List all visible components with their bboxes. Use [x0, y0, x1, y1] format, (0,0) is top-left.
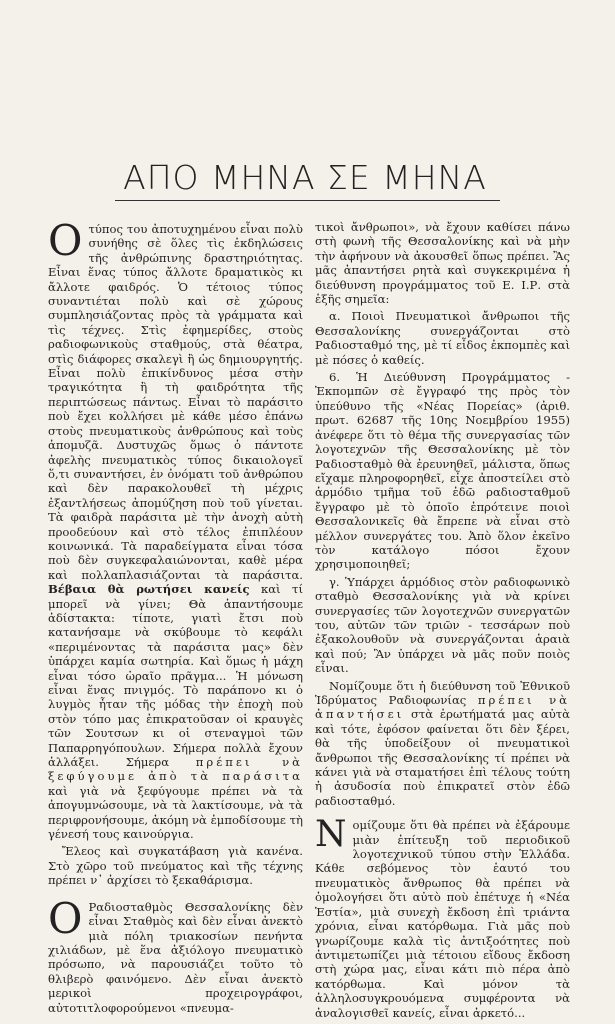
title-rule — [115, 200, 500, 201]
drop-cap: Ο — [48, 893, 83, 943]
drop-cap: Ν — [315, 814, 347, 856]
drop-cap: Ο — [48, 216, 83, 265]
paragraph-text: καὶ γιὰ νὰ ξεφύγουμε πρέπει νὰ τὰ ἀπογυμνώσουμε, νὰ τὰ λακτίσουμε, νὰ τὰ περιφρονήσουμε, ἀκόμη νὰ ἐμποδίσουμε τὴ γένεσή τους καινούργια. — [48, 783, 303, 842]
paragraph-point-c: γ. Ὑπάρχει ἁρμόδιος στὸν ραδιοφωνικὸ σταθμὸ Θεσσαλονίκης γιὰ νὰ κρίνει συνεργασίες τῶν λογοτεχνῶν συνεργατῶν του, αὐτῶν τῶν τριῶν - τεσσάρων ποὺ ἐξακολουθοῦν νὰ συνεργάζονται ἀραιὰ καὶ πού; Ἂν ὑπάρχει νὰ μᾶς ποῦν ποιὸς εἶναι. — [315, 574, 570, 676]
paragraph-nea-estia — [315, 814, 570, 1020]
paragraph-text: τύπος του ἀποτυχημένου εἶναι πολὺ συνήθης σὲ ὅλες τὶς ἐκδηλώσεις τῆς ἀνθρώπινης δραστηριότητας. Εἶναι ἕνας τύπος ἄλλοτε δραματικὸς κι ἄλλοτε φαιδρός. Ὁ τέτοιος τύπος συναντιέται πολὺ καὶ σὲ χώρους συμπλησιάζοντας πρὸς τὰ γράμματα καὶ τὶς τέχνες. Στὶς ἐφημερίδες, στοὺς ραδιοφωνικοὺς σταθμούς, στὰ θέατρα, στὶς διάφορες σκαλεγὶ ἢ ὡς δημιουργητής. Εἶναι πολὺ ἐπικίνδυνος μέσα στὴν τραγικότητα ἢ τὴ φαιδρότητα τῆς περιπτώσεως πάντως. Εἶναι τὸ παράσιτο ποὺ ἔχει κολλήσει μὲ κάθε μέσο ἐπάνω στοὺς πνευματικοὺς ἀνθρώπους καὶ τοὺς ἀπομυζᾶ. Δυστυχῶς ὅμως ὁ πάντοτε ἀφελὴς πνευματικὸς τύπος δικαιολογεῖ ὅ,τι συναντήσει, ἐν ὀνόματι τοῦ ἀνθρώπου καὶ δὲν παρακολουθεῖ τὴ μέχρις ἐξαντλήσεως ἀπομύζηση ποὺ τοῦ γίνεται. Τὰ φαιδρὰ παράσιτα μὲ τὴν ἀνοχὴ αὐτὴ προοδεύουν καὶ στὸ τέλος ἐπιπλέουν κοινωνικά. Τὰ παραδείγματα εἶναι τόσα ποὺ δὲν συγκεφαλαιώνονται, καθὲ μέρα καὶ πολλαπλασιάζονται τὰ παράσιτα. — [48, 222, 303, 582]
paragraph-nomizoume — [315, 679, 570, 809]
paragraph-eleos: Ἔλεος καὶ συγκατάβαση γιὰ κανένα. Στὸ χῶρο τοῦ πνεύματος καὶ τῆς τέχνης πρέπει ν᾽ ἀρχίσει τὸ ξεκαθάρισμα. — [48, 844, 303, 888]
paragraph-text: ομίζουμε ὅτι θὰ πρέπει νὰ ἐξάρουμε μιὰν ἐπίτευξη τοῦ περιοδικοῦ λογοτεχνικοῦ τύπου στὴν Ἑλλάδα. Κάθε σεβόμενος τὸν ἑαυτό του πνευματικὸς ἄνθρωπος θὰ πρέπει νὰ ὁμολογήσει ὅτι αὐτὸ ποὺ ἐπέτυχε ἡ «Νέα Ἑστία», μιὰ συνεχὴ ἔκδοση ἐπὶ τριάντα χρόνια, εἶναι κατόρθωμα. Γιὰ μᾶς ποὺ γνωρίζουμε καλὰ τὶς ἀντιξοότητες ποὺ ἀντιμετωπίζει μιὰ τέτοιου εἴδους ἔκδοση στὴ χώρα μας, εἶναι κάτι πιὸ πέρα ἀπὸ κατόρθωμα. Καὶ μόνον τὰ ἀλληλοσυγκρουόμενα συμφέροντα νὰ ἀναλογισθεῖ κανείς, εἶναι ἀρκετό... — [315, 818, 570, 1020]
paragraph-point-a: α. Ποιοὶ Πνευματικοὶ ἄνθρωποι τῆς Θεσσαλονίκης συνεργάζονται στὸ Ραδιοσταθμό της, μὲ τί εἶδος ἐκπομπὲς καὶ μὲ πόσες ὁ καθείς. — [315, 309, 570, 367]
paragraph-text: καὶ τί μπορεῖ νὰ γίνει; Θὰ ἀπαντήσουμε ἀδίστακτα: τίποτε, γιατὶ ἔτσι ποὺ κατανήσαμε νὰ σκύβουμε τὸ κεφάλι «περιμένοντας τὰ παράσιτα μας» δὲν ὑπάρχει καμία σωτηρία. Καὶ ὅμως ἡ μάχη εἶναι τόσο ὡραῖο πρᾶγμα... Ἡ μόνωση εἶναι ἕνας πνιγμός. Τὸ παράπονο κι ὁ λυγμὸς ἦταν τῆς μόδας τὴν ἐποχὴ ποὺ στὸν τόπο μας ἐπικρατοῦσαν οἱ κραυγὲς τῶν Σουτσων κι οἱ στεναγμοὶ τῶν Παπαρρηγόπουλων. Σήμερα πολλὰ ἔχουν ἀλλάξει. Σήμερα — [48, 582, 303, 770]
paragraph-radiostathmos — [48, 893, 303, 1015]
spaced-phrase: πρέπει νὰ ἀπαντήσει — [315, 693, 571, 722]
paragraph-point-b: 6. Ἡ Διεύθυνση Προγράμματος - Ἐκπομπῶν σὲ ἔγγραφό της πρὸς τὸν ὑπεύθυνο τῆς «Νέας Πορείας» (ἀριθ. πρωτ. 62687 τῆς 10ης Νοεμβρίου 1955) ἀνέφερε ὅτι τὸ θέμα τῆς συνεργασίας τῶν λογοτεχνῶν τῆς Θεσσαλονίκης μὲ τὸν Ραδιοσταθμὸ θὰ ἐρευνηθεῖ, μάλιστα, ὅπως εἴχαμε πληροφορηθεῖ, εἶχε ἀποστείλει στὸ ἁρμόδιο τμῆμα τοῦ ἐδῶ ραδιοσταθμοῦ ἔγγραφο μὲ τὸ ὁποῖο ἐπρότεινε ποιοὶ Θεσσαλονικεῖς θὰ ἔπρεπε νὰ εἶναι στὸ μέλλον συνεργάτες του. Ἀπὸ ὅλον ἐκεῖνο τὸν κατάλογο πόσοι ἔχουν χρησιμοποιηθεῖ; — [315, 370, 570, 572]
bold-phrase: Βέβαια θὰ ρωτήσει κανείς — [48, 582, 250, 597]
page-title: ΑΠΟ ΜΗΝΑ ΣΕ ΜΗΝΑ — [123, 158, 487, 197]
paragraph-typos — [48, 216, 303, 842]
left-column — [48, 216, 303, 1018]
paragraph-continued: τικοὶ ἄνθρωποι», νὰ ἔχουν καθίσει πάνω στὴ φωνὴ τῆς Θεσσαλονίκης καὶ νὰ μὴν τὴν ἀφήνουν νὰ ἀκουσθεῖ ὅπως πρέπει. Ἂς μᾶς ἀπαντήσει ρητὰ καὶ συγκεκριμένα ἡ διεύθυνση προγράμματος τοῦ Ε. Ι.Ρ. στὰ ἑξῆς σημεῖα: — [315, 220, 570, 307]
spaced-phrase: πρέπει νὰ ξεφύγουμε ἀπὸ τὰ παράσιτα — [48, 755, 303, 784]
right-column — [315, 220, 570, 1023]
paragraph-text: Νομίζουμε ὅτι ἡ διεύθυνση τοῦ Ἐθνικοῦ Ἱδρύματος Ραδιοφωνίας — [315, 678, 570, 707]
paragraph-text: Ραδιοσταθμὸς Θεσσαλονίκης δὲν εἶναι Σταθμὸς καὶ δὲν εἶναι ἀνεκτὸ μιὰ πόλη τριακοσίων πενήντα χιλιάδων, μὲ ἕνα ἀξιόλογο πνευματικὸ πρόσωπο, νὰ παρουσιάζει τοῦτο τὸ θλιβερὸ φαινόμενο. Δὲν εἶναι ἀνεκτὸ μερικοὶ προχειρογράφοι, αὐτοτιτλοφορούμενοι «πνευμα- — [48, 899, 303, 1015]
paragraph-text: στὰ ἐρωτήματά μας αὐτὰ καὶ τότε, ἐφόσον φαίνεται ὅτι δὲν ξέρει, θὰ τῆς ὑποδείξουν οἱ πνευματικοὶ ἄνθρωποι τῆς Θεσσαλονίκης τί πρέπει νὰ κάνει γιὰ νὰ σταματήσει ἐπὶ τέλους τούτη ἡ ἀσυδοσία ποὺ ἐπικρατεῖ στὸν ἐδῶ ραδιοσταθμό. — [315, 707, 570, 808]
